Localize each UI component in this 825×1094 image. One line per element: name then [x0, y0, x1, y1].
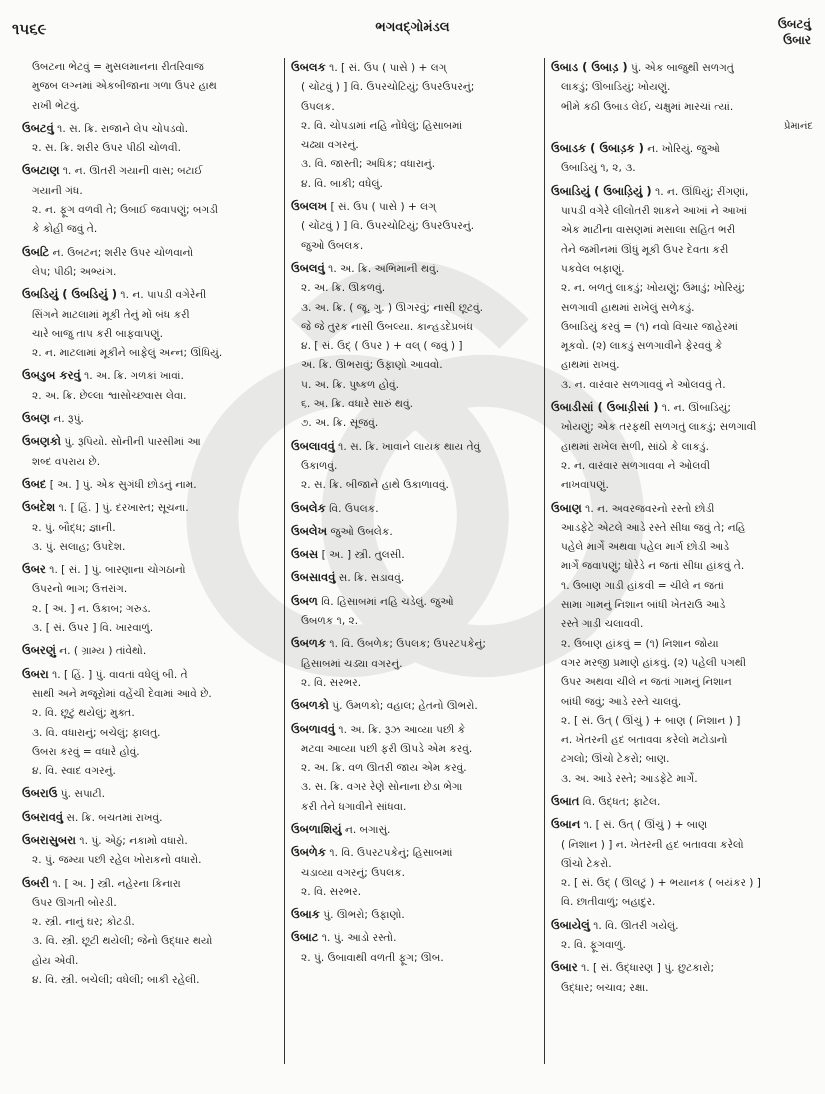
definition-line: ૩. વિ. જાસ્તી; અધિક; વધારાનું.	[301, 158, 436, 171]
headword: ઉબર	[22, 562, 46, 577]
entry-first-line	[551, 58, 813, 78]
entry-first-line	[291, 634, 537, 654]
definition-text: વિ. ઉપલક.	[329, 502, 379, 515]
definition-line: હોય એવી.	[32, 954, 79, 967]
definition-line: ૨. પું. ઉબાવાથી વળતી ફૂગ; ઊબ.	[301, 951, 444, 964]
headword: ઉબણકો	[22, 434, 61, 449]
definition-line: પાપડી વગેરે લીલોતરી શાકને આખાં ને આખાં	[561, 205, 748, 218]
entry-first-line	[291, 568, 537, 588]
entry-first-line	[291, 928, 537, 948]
definition-line: આડફેટે એટલે આડે રસ્તે સીધા જવું તે; નહિ	[561, 521, 746, 534]
headword: ઉબળકો	[291, 698, 329, 713]
dictionary-entry	[22, 366, 274, 406]
definition-line: ૨. સ. ક્રિ. શરીર ઉપર પીઠી ચોળવી.	[32, 142, 181, 155]
entry-first-line	[551, 398, 813, 418]
column-divider	[544, 58, 545, 1064]
dictionary-column-3	[551, 58, 813, 1066]
headword: ઉબાણ	[551, 500, 582, 515]
dictionary-entry	[22, 808, 274, 828]
definition-text: પું. સપાટી.	[60, 788, 105, 801]
dictionary-entry	[551, 398, 813, 495]
entry-first-line	[22, 560, 274, 580]
definition-line: ઉપર ઊગતી બોરડી.	[32, 896, 117, 909]
entry-first-line	[551, 958, 813, 978]
definition-text: ઉબટના ભેટવું = મુસલમાનના રીતરિવાજ	[32, 61, 204, 73]
dictionary-entry	[22, 119, 274, 159]
dictionary-entry	[22, 409, 274, 429]
definition-line: ઉપલક.	[301, 100, 335, 113]
headword: ઉબદ	[22, 476, 47, 491]
definition-line: ૨. વિ. ફૂગવાળું.	[561, 939, 626, 952]
entry-first-line	[22, 498, 274, 518]
definition-text: ૧. અ. ક્રિ. અભિમાની થવું.	[328, 262, 440, 275]
definition-text: ૧. ન. પાપડી વગેરેની	[120, 289, 207, 302]
dictionary-entry	[22, 641, 274, 661]
definition-line: જુઓ ઉબલક.	[301, 239, 364, 252]
definition-text: ૧. [ સં. ] પું. બારણાના ચોગઠાનો	[49, 564, 186, 577]
definition-line: ૨. વિ. સરભર.	[301, 885, 362, 898]
definition-text: ૧. સ. ક્રિ. ખાવાને લાયક થાય તેવું	[338, 440, 481, 453]
definition-line: હિસાબમાં ચડ્યા વગરનું.	[301, 657, 403, 670]
entry-first-line	[22, 874, 274, 894]
definition-line: ૨. સ. ક્રિ. બીજાને હાથે ઉકાળાવવું.	[301, 479, 449, 492]
definition-line: ખોયણું; એક તરફથી સળગતું લાકડું; સળગાવી	[561, 421, 757, 434]
definition-line: ન. ખેતરની હદ બતાવવા કરેલો મટોડાનો	[561, 734, 728, 747]
definition-line: પકવેલ બફાણું.	[561, 262, 625, 275]
headword: ઉબલક	[291, 60, 326, 74]
headword: ઉબાન	[551, 817, 581, 832]
definition-line: ૪. વિ. સ્વાદ વગરનું.	[32, 765, 116, 778]
entry-first-line	[291, 720, 537, 740]
definition-text: ૧. પું. એઠું; નકામો વધારો.	[79, 834, 188, 847]
definition-line: વિ. છાતીવાળું; બહાદુર.	[561, 896, 656, 909]
entry-first-line	[291, 545, 537, 565]
entry-first-line	[22, 285, 274, 305]
definition-line: રાખી ભેટવું.	[32, 99, 80, 112]
dictionary-entry	[551, 916, 813, 956]
definition-text: ૧. વિ. ઉબળેક; ઉપલક; ઉપરટપકેનું;	[329, 638, 486, 651]
definition-line: ૧. ઉબાણ ગાડી હાંકવી = ચીલે ન જતાં	[561, 579, 724, 592]
headword: ઉબળક	[291, 636, 327, 651]
entry-first-line	[22, 409, 274, 429]
definition-line: ( ચોંટવું ) ] વિ. ઉપરચોટિયું; ઉપરઉપરનું.	[301, 220, 475, 233]
definition-text: ૧. [ સં. ઉત્ ( ઊંચું ) + બાણ	[583, 819, 708, 832]
definition-text: પું. ઊભરો; ઉફાણો.	[323, 909, 405, 922]
definition-line: એક માટીના વાસણમાં મસાલા સહિત ભરી	[561, 224, 736, 237]
headword: ઉબલખ	[291, 199, 328, 214]
definition-line: સળગાવી હાથમાં રાખેલું સળેકડું.	[561, 301, 695, 314]
entry-first-line	[22, 161, 274, 181]
dictionary-entry	[22, 784, 274, 804]
definition-line: ૫. અ. ક્રિ. પુષ્કળ હોવું.	[301, 378, 399, 391]
definition-line: ૩. ન. વારંવાર સળગાવવું ને ઓલવવું તે.	[561, 378, 726, 391]
headword: ઉબરા	[22, 666, 49, 681]
definition-line: મૂકવો. (૨) લાકડું સળગાવીને ફેરવવું કે	[561, 340, 723, 353]
entry-first-line	[291, 696, 537, 716]
definition-line: ૬. અ. ક્રિ. વધારે સારું થવું.	[301, 398, 413, 411]
dictionary-entry	[22, 874, 274, 991]
definition-line: ૨. [ અ. ] ન. ઉકાબ; ગરુડ.	[32, 602, 151, 615]
definition-line: કરી તેને ધગાવીને સાંધવા.	[301, 800, 407, 813]
definition-line: હાથમાં રાખવું.	[561, 359, 620, 372]
dictionary-entry	[551, 58, 813, 136]
definition-text: ૧. [ હિં. ] પું. દરખાસ્ત; સૂચના.	[58, 502, 189, 515]
definition-line: ભીમે કઠી ઉબાડ લેઈ, ચક્ષુમાં મારચાં ત્યાં.	[561, 100, 734, 113]
dictionary-entry	[22, 243, 274, 283]
dictionary-entry	[291, 843, 537, 902]
definition-text: ૧. [ અ. ] સ્ત્રી. નહેરના કિનારા	[52, 877, 181, 890]
definition-line: ૭. અ. ક્રિ. સૂજવું.	[301, 417, 379, 430]
definition-line: ઉબાડિયું કરવું = (૧) નવો વિચાર જાહેરમાં	[561, 320, 738, 333]
dictionary-entry	[291, 634, 537, 693]
definition-line: ૨. [ સં. ઉદ્ ( ઊલટું ) + ભયાનક ( બયંકર ) ]	[561, 877, 761, 890]
definition-line: ઉકાળવું.	[301, 459, 338, 472]
entry-first-line	[291, 592, 537, 612]
dictionary-entry	[291, 928, 537, 968]
definition-text: ૧. ન. ઊંબાડિયું;	[661, 402, 731, 415]
definition-text: ન. ખોરિયું. જુઓ	[647, 143, 721, 156]
definition-text: ૧. [ હિં. ] પું. વાવતાં વધેલું બી. તે	[52, 668, 188, 681]
definition-line: ૪. વિ. સ્ત્રી. બચેલી; વધેલી; બાકી રહેલી.	[32, 974, 200, 987]
headword: ઉબાયેલું	[551, 917, 590, 932]
dictionary-entry	[551, 792, 813, 812]
dictionary-entry	[22, 498, 274, 557]
definition-text: વિ. ઉદ્ધત; ફાટેલ.	[582, 795, 661, 808]
definition-line: ૨. ન. ફૂગ વળવી તે; ઉબાઈ જવાપણું; બગડી	[32, 204, 219, 217]
definition-line: ઉપરનો ભાગ; ઉત્તરાંગ.	[32, 583, 128, 596]
entry-first-line	[22, 432, 274, 452]
headword: ઉબળાશિયું	[291, 821, 342, 836]
headword: ઉબણ	[22, 411, 50, 426]
entry-first-line	[22, 366, 274, 386]
page-header	[0, 14, 825, 54]
headword: ઉબળાવવું	[291, 721, 336, 736]
dictionary-column-2	[291, 58, 537, 1066]
definition-line: સામા ગામનું નિશાન બાંધી ખેતરાઉ આડે	[561, 599, 726, 612]
entry-first-line	[551, 499, 813, 519]
definition-line: લેપ; પીઠી; અભ્યંગ.	[32, 265, 117, 278]
dictionary-entry	[291, 197, 537, 256]
definition-text: ૧. અ. ક્રિ. ગળકાં ખાવાં.	[84, 370, 184, 383]
dictionary-entry	[22, 161, 274, 239]
definition-line: ૨. સ્ત્રી. નાનું ઘર; કોટડી.	[32, 916, 135, 929]
guide-word-last: ઉબાર	[783, 33, 811, 47]
definition-line: રસ્તે ગાડી ચલાવવી.	[561, 618, 644, 631]
definition-text: ૧. ન. ઊતરી ગયાની વાસ; બટાઈ	[62, 165, 203, 178]
definition-line: મટવા આવ્યા પછી ફરી ઊપડે એમ કરવું.	[301, 742, 473, 755]
definition-line: ૨. વિ. છૂટું થયેલું; મુક્ત.	[32, 707, 135, 720]
entry-first-line	[22, 119, 274, 139]
entry-first-line	[291, 843, 537, 863]
dictionary-entry	[291, 499, 537, 519]
definition-line: ૨. વિ. ચોપડામાં નહિ નોંધેલું; હિસાબમાં	[301, 119, 463, 132]
definition-line: ૨. ન. વારંવાર સળગાવવા ને ઓલવી	[561, 459, 711, 472]
definition-line: ઉપર અથવા ચીલે ન જતાં ગામનું નિશાન	[561, 676, 732, 689]
entry-first-line	[551, 815, 813, 835]
definition-line: બાંધી જવું; આડે રસ્તે ચાલવું.	[561, 695, 682, 708]
guide-words	[778, 16, 811, 48]
definition-line: ૨. અ. ક્રિ. છેલ્લા શ્વાસોચ્છ્વાસ લેવા.	[32, 389, 187, 402]
dictionary-column-1	[22, 58, 274, 1066]
entry-first-line	[22, 641, 274, 661]
definition-text: ૧. અ. ક્રિ. રૂઝ આવ્યા પછી કે	[338, 723, 466, 736]
dictionary-entry	[22, 665, 274, 782]
headword: ઉબલવું	[291, 260, 325, 275]
entry-first-line	[551, 792, 813, 812]
definition-line: જે જે તુરક નાસી ઉબલ્યા. કાન્હડદેપ્રબંધ	[301, 320, 474, 333]
definition-text: ન. ( ગ્રામ્ય ) તાંવેથો.	[59, 645, 147, 658]
entry-first-line	[22, 831, 274, 851]
definition-line: લાકડું; ઊંબાડિયું; ખોયણું.	[561, 81, 671, 94]
headword: ઉબળ	[291, 593, 318, 608]
definition-text: ૧. [ સં. ઉદ્ધારણ ] પું. છુટકારો;	[581, 962, 715, 975]
definition-line: ( નિશાન ) ] ન. ખેતરની હદ બતાવવા કરેલો	[561, 838, 744, 851]
definition-line: ઉબરા કરવું = વધારે હોવું.	[32, 745, 140, 758]
definition-text: ૧. સ. ક્રિ. રાજાને લેપ ચોપડવો.	[57, 122, 189, 135]
definition-line: સાથી અને મજૂરોમાં વહેંચી દેવામાં આવે છે.	[32, 687, 212, 700]
definition-line: ઊંચો ટેકરો.	[561, 857, 612, 870]
definition-line: ૨. ન. બળતું લાકડું; ખોયણું; ઉમાડું; ખોરિયું;	[561, 282, 746, 295]
definition-line: પહેલે માર્ગે અથવા પહેલ માર્ગ છોડી આડે	[561, 541, 730, 554]
dictionary-entry	[22, 432, 274, 472]
definition-text: [ અ. ] પું. એક સુગંધી છોડનું નામ.	[49, 478, 197, 491]
entry-first-line	[551, 139, 813, 159]
definition-text: ૧. ન. ઊંધિયું; રીંગણાં,	[655, 185, 749, 198]
definition-line: ઢગલો; ઊંચો ટેકરો; બાણ.	[561, 753, 670, 766]
definition-line: ૨. પું. જમ્યા પછી રહેલ ખોરાકનો વધારો.	[32, 854, 202, 867]
definition-line: ગયાની ગંધ.	[32, 184, 83, 197]
definition-text: જુઓ ઉબલેક.	[330, 525, 393, 538]
headword: ઉબલેક	[291, 500, 326, 515]
definition-text: વિ. હિસાબમાં નહિ ચડેલું. જુઓ	[321, 595, 454, 608]
dictionary-entry	[291, 720, 537, 817]
column-divider	[284, 58, 285, 1064]
entry-first-line	[291, 197, 537, 217]
definition-line: ચઢ્યા વગરનું.	[301, 139, 359, 152]
definition-line: તેને જમીનમાં ઊંધું મૂકી ઉપર દેવતા કરી	[561, 243, 729, 256]
definition-line: ૨. પું. બૌદ્ધ; જ્ઞાની.	[32, 521, 116, 534]
headword: ઉબટવું	[22, 120, 54, 135]
headword: ઉબાડ ( ઉબાડ઼ )	[551, 60, 628, 74]
entry-first-line	[551, 182, 813, 202]
dictionary-entry	[22, 285, 274, 363]
definition-line: ( ચોંટવું ) ] વિ. ઉપરચોટિયું; ઉપરઉપરનું;	[301, 81, 475, 94]
definition-line: ૨. અ. ક્રિ. વળ ઊતરી જાય એમ કરવું.	[301, 762, 467, 775]
definition-line: ચારે બાજુ તાપ કરી બાફવાપણું.	[32, 327, 163, 340]
headword: ઉબટિ	[22, 244, 50, 259]
definition-line: ૩. વિ. વધારાનું; બચેલું; ફાલતુ.	[32, 726, 161, 739]
headword: ઉબાડિયું ( ઉબાડ઼િયું )	[551, 183, 652, 198]
headword: ઉબળેક	[291, 845, 327, 860]
dictionary-entry	[291, 259, 537, 434]
definition-line: ઉદ્ધાર; બચાવ; રક્ષા.	[561, 981, 649, 994]
dictionary-entry	[551, 815, 813, 912]
dictionary-entry	[551, 958, 813, 998]
definition-line: ૨. ઉબાણ હાંકવું = (૧) નિશાન જોયા	[561, 637, 719, 650]
definition-line: ૩. વિ. સ્ત્રી. છૂટી થયેલી; જેનો ઉદ્ધાર થયો	[32, 935, 213, 948]
definition-line: ૨. [ સં. ઉત્ ( ઊંચું ) + બાણ ( નિશાન ) ]	[561, 714, 741, 727]
definition-line: વગર મરજી પ્રમાણે હાંકવું. (૨) પહેલી પગથી	[561, 656, 746, 669]
guide-word-first: ઉબટવું	[777, 17, 811, 31]
headword: ઉબસ	[291, 547, 319, 562]
definition-line: ઉબળક ૧, ૨.	[301, 615, 359, 628]
dictionary-entry	[291, 437, 537, 496]
citation-source: પ્રેમાનંદ	[783, 120, 813, 132]
dictionary-entry	[291, 592, 537, 632]
headword: ઉબાક	[291, 907, 320, 922]
dictionary-entry	[551, 139, 813, 179]
entry-first-line	[22, 243, 274, 263]
entry-first-line	[291, 522, 537, 542]
entry-first-line	[22, 665, 274, 685]
definition-line: ૪. [ સં. ઉદ્ ( ઉપર ) + વલ્ ( જવું ) ]	[301, 340, 463, 353]
dictionary-entry	[291, 545, 537, 565]
dictionary-entry	[22, 560, 274, 638]
headword: ઉબરાવવું	[22, 809, 64, 824]
entry-first-line	[291, 905, 537, 925]
entry-first-line	[22, 784, 274, 804]
headword: ઉબાડીસાં ( ઉબાડ઼ીસાં )	[551, 400, 659, 415]
dictionary-entry	[551, 182, 813, 395]
headword: ઉબરણું	[22, 643, 56, 658]
entry-first-line	[291, 58, 537, 78]
definition-line: કે કોહી જવું તે.	[32, 223, 98, 236]
definition-line: હાથમાં રાખેલ સળી, સાંઠો કે લાકડું.	[561, 440, 709, 453]
dictionary-entry	[22, 831, 274, 871]
dictionary-entry	[22, 475, 274, 495]
page-number: ૧૫૬૯	[12, 20, 47, 38]
definition-line: ૩. અ. આડે રસ્તે; આડફેટે માર્ગે.	[561, 772, 698, 785]
dictionary-entry	[291, 522, 537, 542]
headword: ઉબરાસુબરા	[22, 832, 77, 847]
definition-text: ૧. વિ. ઊતરી ગયેલું.	[593, 919, 679, 932]
book-title: ભગવદ્ગોમંડલ	[375, 20, 450, 35]
definition-line: માર્ગે જવાપણું; ધોરેડે ન જતાં સીધા હાંકવું તે.	[561, 560, 745, 573]
headword: ઉબટાણ	[22, 163, 60, 178]
entry-first-line	[22, 808, 274, 828]
definition-text: ૧. વિ. ઉપરટપકેનું; હિસાબમાં	[329, 847, 453, 860]
headword: ઉબાડક ( ઉબાડ઼ક )	[551, 141, 644, 156]
definition-text: ૧. [ સં. ઉપ ( પાસે ) + લગ્	[329, 62, 447, 74]
definition-text: [ અ. ] સ્ત્રી. તુલસી.	[321, 549, 405, 562]
dictionary-entry	[291, 696, 537, 716]
dictionary-entry	[291, 568, 537, 588]
dictionary-entry	[291, 820, 537, 840]
headword: ઉબાર	[551, 960, 578, 975]
headword: ઉબસાવવું	[291, 570, 336, 585]
definition-line: ચડાવ્યા વગરનું; ઉપલક.	[301, 866, 405, 879]
definition-line: ૩. સ. ક્રિ. વગર રેણે સોનાના છેડા ભેગા	[301, 781, 463, 794]
entry-first-line	[22, 58, 274, 77]
headword: ઉબડિયું ( ઉબડિયું )	[22, 287, 118, 302]
dictionary-entry	[291, 58, 537, 194]
entry-first-line	[291, 259, 537, 279]
definition-line: ૨. ન. માટલામાં મૂકીને બાફેલું અન્ન; ઊંધિયું.	[32, 347, 223, 360]
dictionary-entry	[551, 499, 813, 789]
dictionary-entry	[22, 58, 274, 116]
definition-text: પું. રૂપિયો. સોનીની પારસીમાં આ	[64, 436, 201, 449]
definition-line: મુજબ લગ્નમાં એકબીજાના ગળા ઉપર હાથ	[32, 80, 217, 93]
definition-text: પું. એક બાજુથી સળગતું	[631, 62, 734, 74]
definition-text: પું. ઉમળકો; વહાલ; હેતનો ઊભરો.	[332, 700, 478, 713]
definition-line: નાખવાપણું.	[561, 479, 609, 492]
headword: ઉબડુબ કરવું	[22, 368, 81, 383]
entry-first-line	[291, 499, 537, 519]
definition-line: ૩. અ. ક્રિ. ( જૂ. ગુ. ) ઊગરવું; નાસી છૂટવું.	[301, 301, 484, 314]
entry-first-line	[551, 916, 813, 936]
definition-line: ૨. વિ. સરભર.	[301, 676, 362, 689]
definition-line: ૩. પું. સલાહ; ઉપદેશ.	[32, 540, 126, 553]
headword: ઉબલેખ	[291, 523, 328, 538]
headword: ઉબાત	[551, 793, 580, 808]
definition-line: ઉબાડિયું ૧, ૨, ૩.	[561, 162, 636, 175]
definition-line: શબ્દ વપરાય છે.	[32, 455, 101, 468]
headword: ઉબલાવવું	[291, 438, 335, 453]
dictionary-entry	[291, 905, 537, 925]
headword: ઉબરી	[22, 875, 50, 890]
definition-text: ન. ઉબટન; શરીર ઉપર ચોળવાનો	[52, 246, 194, 259]
definition-text: ન. બગાસું.	[344, 823, 391, 836]
definition-line: ૨. અ. ક્રિ. ઊકળવું.	[301, 282, 386, 295]
definition-text: સ. ક્રિ. બચતમાં રાખવું.	[66, 811, 163, 824]
headword: ઉબાટ	[291, 930, 319, 945]
entry-first-line	[291, 820, 537, 840]
definition-line: ૩. [ સં. ઉપર ] વિ. ખારવાળું.	[32, 622, 154, 635]
headword: ઉબદેશ	[22, 500, 56, 515]
definition-line: અ. ક્રિ. ઊભરાવું; ઉફાણો આવવો.	[301, 359, 443, 372]
entry-first-line	[22, 475, 274, 495]
definition-text: ૧. પું. આડો રસ્તો.	[321, 932, 397, 945]
definition-line: ૪. વિ. બાકી; વધેલું.	[301, 177, 383, 190]
definition-line: સિંગને માટલામાં મૂકી તેનું મોં બંધ કરી	[32, 308, 190, 321]
headword: ઉબરાઉ	[22, 786, 58, 801]
definition-text: ૧. ન. અવરજવરનો રસ્તો છોડી	[585, 502, 715, 515]
entry-first-line	[291, 437, 537, 457]
definition-text: સ. ક્રિ. સડાવવું.	[338, 572, 405, 585]
definition-text: ન. રૂપું.	[53, 413, 84, 426]
definition-text: [ સં. ઉપ ( પાસે ) + લગ્	[330, 201, 436, 214]
